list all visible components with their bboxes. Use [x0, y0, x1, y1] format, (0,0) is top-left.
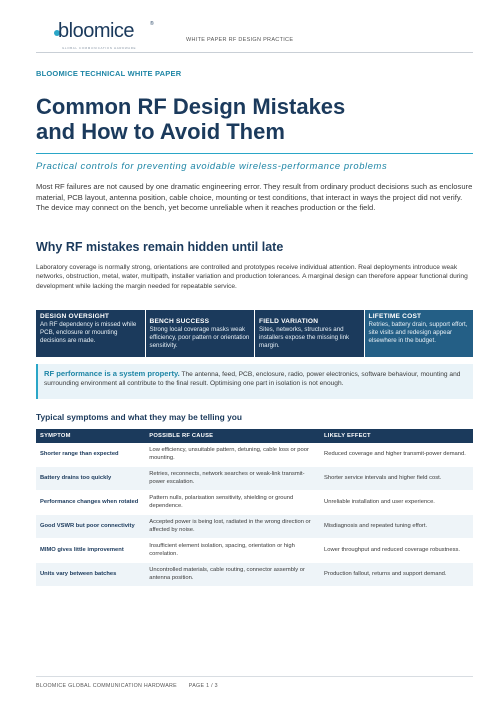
column-header: POSSIBLE RF CAUSE — [145, 429, 320, 443]
effect-cell: Reduced coverage and higher transmit-power demand. — [320, 443, 473, 467]
card-text: Strong local coverage masks weak efficiency, poor pattern or orientation sensitivity. — [149, 326, 250, 349]
card-text: Sites, networks, structures and installers expose the missing link margin. — [259, 326, 350, 349]
table-row — [36, 491, 473, 515]
table-row — [36, 467, 473, 491]
card-text: Retries, battery drain, support effort, site visits and redesign appear elsewhere in the budget. — [368, 321, 468, 344]
symptom-table — [36, 429, 473, 587]
lifecycle-cards — [36, 310, 473, 357]
symptom-cell: MIMO gives little improvement — [36, 539, 145, 563]
column-header: SYMPTOM — [36, 429, 145, 443]
intro-paragraph: Most RF failures are not caused by one dramatic engineering error. They result from ordinary product decisions such as enclosure material, PCB layout, antenna position, cable choice, mounting or test conditions, that interact in ways the project did not verify. The device may connect on the bench, yet become unreliable when it reaches production or the field. — [36, 182, 473, 213]
table-row — [36, 515, 473, 539]
table-header-row — [36, 429, 473, 443]
header-divider — [36, 52, 473, 53]
card-field-variation — [255, 310, 364, 357]
cause-cell: Retries, reconnects, network searches or weak-link transmit-power escalation. — [145, 467, 320, 491]
callout-text: The antenna, feed, PCB, enclosure, radio, power electronics, software behaviour, mounting and surrounding environment all contribute to the final result. Optimising one part in isolation is not enough. — [44, 371, 461, 387]
document-kicker: BLOOMICE TECHNICAL WHITE PAPER — [36, 69, 182, 78]
section-body: Laboratory coverage is normally strong, orientations are controlled and prototypes receive individual attention. Real deployments introduce weak networks, obstruction, metal, water, multipath, installer variation and production tolerances. A marginal design can therefore appear functional during development while lacking the margin needed for repeatable service. — [36, 264, 468, 290]
running-head: WHITE PAPER RF DESIGN PRACTICE — [186, 37, 294, 43]
logo-tagline: GLOBAL COMMUNICATION HARDWARE — [62, 46, 137, 50]
cause-cell: Insufficient element isolation, spacing, orientation or high correlation. — [145, 539, 320, 563]
table-row — [36, 443, 473, 467]
effect-cell: Production fallout, returns and support demand. — [320, 563, 473, 587]
card-lifetime-cost — [365, 310, 474, 357]
symptom-cell: Units vary between batches — [36, 563, 145, 587]
symptom-cell: Good VSWR but poor connectivity — [36, 515, 145, 539]
effect-cell: Unreliable installation and user experience. — [320, 491, 473, 515]
table-row — [36, 539, 473, 563]
page-footer — [36, 683, 218, 689]
title-line-1: Common RF Design Mistakes — [36, 94, 346, 119]
table-row — [36, 563, 473, 587]
subtitle-divider — [36, 153, 473, 154]
symptom-cell: Performance changes when rotated — [36, 491, 145, 515]
page-number: PAGE 1 / 3 — [188, 683, 218, 689]
trademark-icon: ® — [150, 21, 154, 27]
card-title: DESIGN OVERSIGHT — [40, 313, 110, 320]
page-title — [36, 94, 476, 144]
card-title: LIFETIME COST — [368, 313, 422, 320]
symptom-cell: Shorter range than expected — [36, 443, 145, 467]
title-line-2: and How to Avoid Them — [36, 119, 285, 144]
column-header: LIKELY EFFECT — [320, 429, 473, 443]
card-title: FIELD VARIATION — [259, 318, 319, 325]
card-design-oversight — [36, 310, 145, 357]
table-heading: Typical symptoms and what they may be telling you — [36, 412, 243, 422]
effect-cell: Shorter service intervals and higher field cost. — [320, 467, 473, 491]
effect-cell: Lower throughput and reduced coverage robustness. — [320, 539, 473, 563]
cause-cell: Pattern nulls, polarisation sensitivity, shielding or ground dependence. — [145, 491, 320, 515]
footer-divider — [36, 676, 473, 677]
page-subtitle: Practical controls for preventing avoidable wireless-performance problems — [36, 160, 388, 171]
logo-wordmark: bloomice — [58, 20, 135, 42]
symptom-cell: Battery drains too quickly — [36, 467, 145, 491]
card-bench-success — [146, 310, 255, 357]
section-heading: Why RF mistakes remain hidden until late — [36, 240, 284, 254]
bloomice-logo — [48, 20, 178, 54]
cause-cell: Low efficiency, unsuitable pattern, detuning, cable loss or poor mounting. — [145, 443, 320, 467]
callout-lead: RF performance is a system property. — [44, 369, 180, 378]
effect-cell: Misdiagnosis and repeated tuning effort. — [320, 515, 473, 539]
cause-cell: Uncontrolled materials, cable routing, connector assembly or antenna position. — [145, 563, 320, 587]
card-text: An RF dependency is missed while PCB, enclosure or mounting decisions are made. — [40, 321, 137, 344]
card-title: BENCH SUCCESS — [149, 318, 210, 325]
footer-company: BLOOMICE GLOBAL COMMUNICATION HARDWARE — [36, 683, 177, 689]
cause-cell: Accepted power is being lost, radiated in the wrong direction or affected by noise. — [145, 515, 320, 539]
key-message-callout — [36, 364, 473, 399]
